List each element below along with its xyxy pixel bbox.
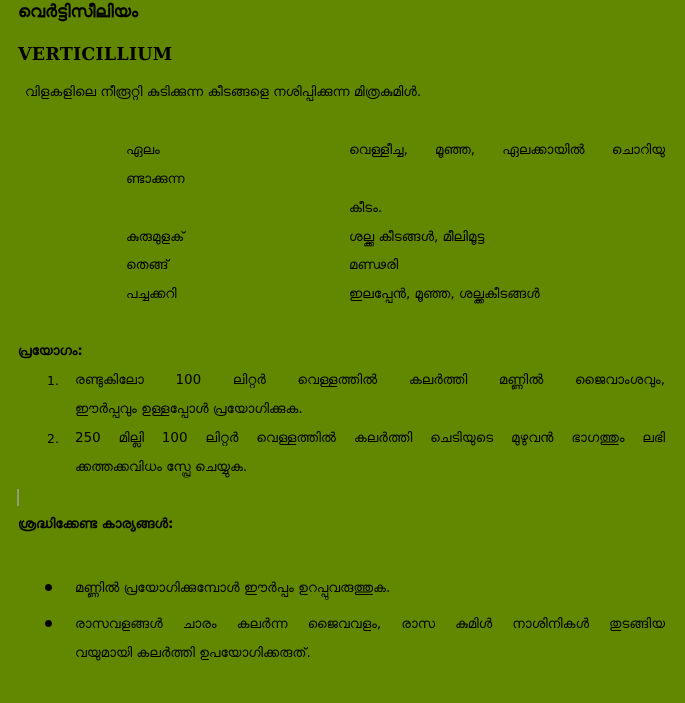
application-item-1-line-2: ഈർപ്പവും ഉള്ളപ്പോൾ പ്രയോഗിക്കുക. (75, 401, 303, 417)
precaution-item-2-line-1: രാസവളങ്ങൾ ചാരം കലർന്ന ജൈവവളം, രാസ കുമിൾ നാശിനികൾ തുടങ്ങിയ (75, 616, 665, 632)
document-title-malayalam: വെർട്ടിസീലിയം (18, 2, 139, 22)
bullet-icon (45, 584, 52, 591)
text-cursor (17, 489, 19, 506)
pest-vegetables: ഇലപ്പേൻ, മൂഞ്ഞ, ശല്ക്കകീടങ്ങൾ (349, 286, 540, 302)
application-number-1: 1. (47, 373, 59, 388)
precaution-item-1: മണ്ണിൽ പ്രയോഗിക്കുമ്പോൾ ഈർപ്പം ഉറപ്പുവരുത്തുക. (75, 580, 391, 596)
bullet-icon (45, 620, 52, 627)
application-item-1-line-1: രണ്ടുകിലോ 100 ലിറ്റർ വെള്ളത്തിൽ കലർത്തി മണ്ണിൽ ജൈവാംശവും, (75, 372, 665, 388)
crop-pepper: കുരുമുളക് (126, 229, 185, 245)
crop-coconut: തെങ്ങ് (126, 257, 169, 273)
precaution-item-2-line-2: വയുമായി കലർത്തി ഉപയോഗിക്കരുത്. (75, 645, 311, 661)
application-number-2: 2. (47, 431, 59, 446)
precautions-heading: ശ്രദ്ധിക്കേണ്ട കാര്യങ്ങൾ: (18, 516, 174, 532)
pest-pepper: ശല്ക്ക കീടങ്ങൾ, മീലിമൂട്ട (349, 229, 485, 245)
document-title-english: VERTICILLIUM (18, 45, 173, 65)
application-heading: പ്രയോഗം: (18, 343, 83, 359)
pest-cardamom-line-1: വെള്ളീച്ച, മൂഞ്ഞ, ഏലക്കായിൽ ചൊറിയു (349, 142, 665, 158)
pest-cardamom-line-3: കീടം. (349, 200, 383, 216)
application-item-2-line-2: ക്കത്തക്കവിധം സ്പ്രേ ചെയ്യുക. (75, 459, 248, 475)
crop-cardamom: ഏലം (126, 142, 160, 158)
crop-vegetables: പച്ചക്കറി (126, 286, 177, 302)
intro-text: വിളകളിലെ നീരൂറ്റി കുടിക്കുന്ന കീടങ്ങളെ നശിപ്പിക്കുന്ന മിത്രകുമിൾ. (25, 84, 422, 100)
pest-cardamom-line-2: ണ്ടാക്കുന്ന (126, 171, 185, 187)
pest-coconut: മണ്ഢരി (349, 257, 399, 273)
application-item-2-line-1: 250 മില്ലി 100 ലിറ്റർ വെള്ളത്തിൽ കലർത്തി ചെടിയുടെ മുഴുവൻ ഭാഗത്തും ലഭി (75, 430, 665, 446)
